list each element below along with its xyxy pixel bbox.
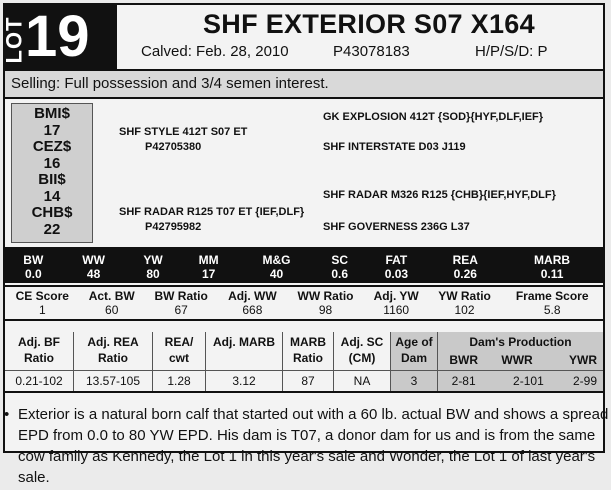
- index-value: 14: [43, 187, 61, 205]
- selling-terms: Selling: Full possession and 3/4 semen interest.: [5, 69, 603, 99]
- lot-label: LOT: [1, 16, 27, 64]
- sc-header: Adj. SC (CM): [334, 332, 391, 371]
- description-note: [4, 404, 609, 488]
- sire-sire: GK EXPLOSION 412T {SOD}{HYF,DLF,IEF}: [323, 111, 544, 123]
- age-of-dam-header: Age of Dam: [391, 332, 438, 371]
- index-label: CEZ$: [32, 138, 72, 155]
- epd-header: YW: [126, 251, 181, 267]
- bf-header: Adj. BF Ratio: [5, 332, 74, 371]
- performance-table: [5, 285, 603, 321]
- perf-header: Frame Score: [515, 289, 589, 303]
- hpsd-code: H/P/S/D: P: [475, 43, 548, 60]
- ywr-value: 2-99: [545, 371, 603, 393]
- epd-value: 40: [237, 267, 316, 283]
- perf-header: YW Ratio: [438, 289, 491, 303]
- perf-header: WW Ratio: [297, 289, 354, 303]
- epd-header: BW: [5, 251, 62, 267]
- marb-ratio-header: MARB Ratio: [283, 332, 334, 371]
- epd-value: 0.0: [5, 267, 62, 283]
- carcass-table: [5, 332, 603, 393]
- sc-value: NA: [334, 371, 391, 393]
- pedigree-section: [5, 99, 603, 251]
- marb-ratio-value: 87: [283, 371, 334, 393]
- rea-cwt-value: 1.28: [153, 371, 206, 393]
- perf-value: 5.8: [543, 303, 561, 317]
- perf-value: 67: [174, 303, 188, 317]
- epd-header: SC: [316, 251, 363, 267]
- perf-header: Adj. WW: [228, 289, 277, 303]
- bullet-icon: •: [4, 406, 10, 423]
- index-box: [11, 103, 93, 243]
- index-value: 22: [43, 220, 61, 238]
- epd-value: 0.6: [316, 267, 363, 283]
- epd-value: 0.11: [501, 267, 603, 283]
- bwr-header: BWR: [438, 350, 490, 371]
- marb-header: Adj. MARB: [206, 332, 283, 371]
- epd-value: 0.26: [429, 267, 501, 283]
- index-label: CHB$: [31, 204, 73, 221]
- age-of-dam-value: 3: [391, 371, 438, 393]
- perf-header: Adj. YW: [373, 289, 419, 303]
- epd-header: FAT: [363, 251, 429, 267]
- rea-header: Adj. REA Ratio: [74, 332, 153, 371]
- registration-number: P43078183: [333, 43, 410, 60]
- index-label: BMI$: [34, 105, 70, 122]
- animal-name: SHF EXTERIOR S07 X164: [203, 9, 535, 39]
- lot-card: [3, 3, 605, 453]
- bwr-value: 2-81: [438, 371, 490, 393]
- dams-production-header: Dam's Production: [438, 332, 604, 350]
- dam-name: SHF RADAR R125 T07 ET {IEF,DLF}: [119, 206, 305, 218]
- perf-value: 102: [454, 303, 475, 317]
- epd-header: M&G: [237, 251, 316, 267]
- wwr-header: WWR: [489, 350, 544, 371]
- epd-header: WW: [62, 251, 126, 267]
- marb-value: 3.12: [206, 371, 283, 393]
- dam-sire: SHF RADAR M326 R125 {CHB}{IEF,HYF,DLF}: [323, 189, 556, 201]
- rea-cwt-header: REA/ cwt: [153, 332, 206, 371]
- epd-header: MM: [180, 251, 237, 267]
- index-value: 16: [43, 154, 61, 172]
- bf-value: 0.21-102: [5, 371, 74, 393]
- sire-registration: P42705380: [145, 141, 202, 153]
- lot-badge: [1, 4, 117, 69]
- perf-value: 98: [318, 303, 333, 317]
- dam-registration: P42795982: [145, 221, 202, 233]
- perf-value: 1: [38, 303, 46, 317]
- sire-dam: SHF INTERSTATE D03 J119: [323, 141, 466, 153]
- dam-dam: SHF GOVERNESS 236G L37: [323, 221, 470, 233]
- epd-table: [5, 251, 603, 283]
- sire-name: SHF STYLE 412T S07 ET: [119, 126, 248, 138]
- epd-value: 48: [62, 267, 126, 283]
- perf-value: 668: [242, 303, 263, 317]
- description-text: Exterior is a natural born calf that started out with a 60 lb. actual BW and shows a spread EPD from 0.0 to 80 YW EPD. His dam is T07, a donor dam for us and is from the same cow family as Kennedy, the Lot 1 in this year's sale and Wonder, the Lot 1 of last year's sale.: [18, 406, 609, 486]
- epd-header: MARB: [501, 251, 603, 267]
- perf-header: BW Ratio: [154, 289, 208, 303]
- epd-header: REA: [429, 251, 501, 267]
- index-label: BII$: [38, 171, 66, 188]
- rea-value: 13.57-105: [74, 371, 153, 393]
- perf-value: 1160: [383, 303, 410, 317]
- wwr-value: 2-101: [489, 371, 544, 393]
- calved-date: Calved: Feb. 28, 2010: [141, 43, 289, 60]
- perf-header: CE Score: [15, 289, 69, 303]
- perf-value: 60: [105, 303, 119, 317]
- epd-value: 17: [180, 267, 237, 283]
- epd-value: 0.03: [363, 267, 429, 283]
- epd-value: 80: [126, 267, 181, 283]
- index-value: 17: [43, 121, 61, 139]
- perf-header: Act. BW: [88, 289, 135, 303]
- ywr-header: YWR: [545, 350, 603, 371]
- lot-number: 19: [25, 4, 90, 69]
